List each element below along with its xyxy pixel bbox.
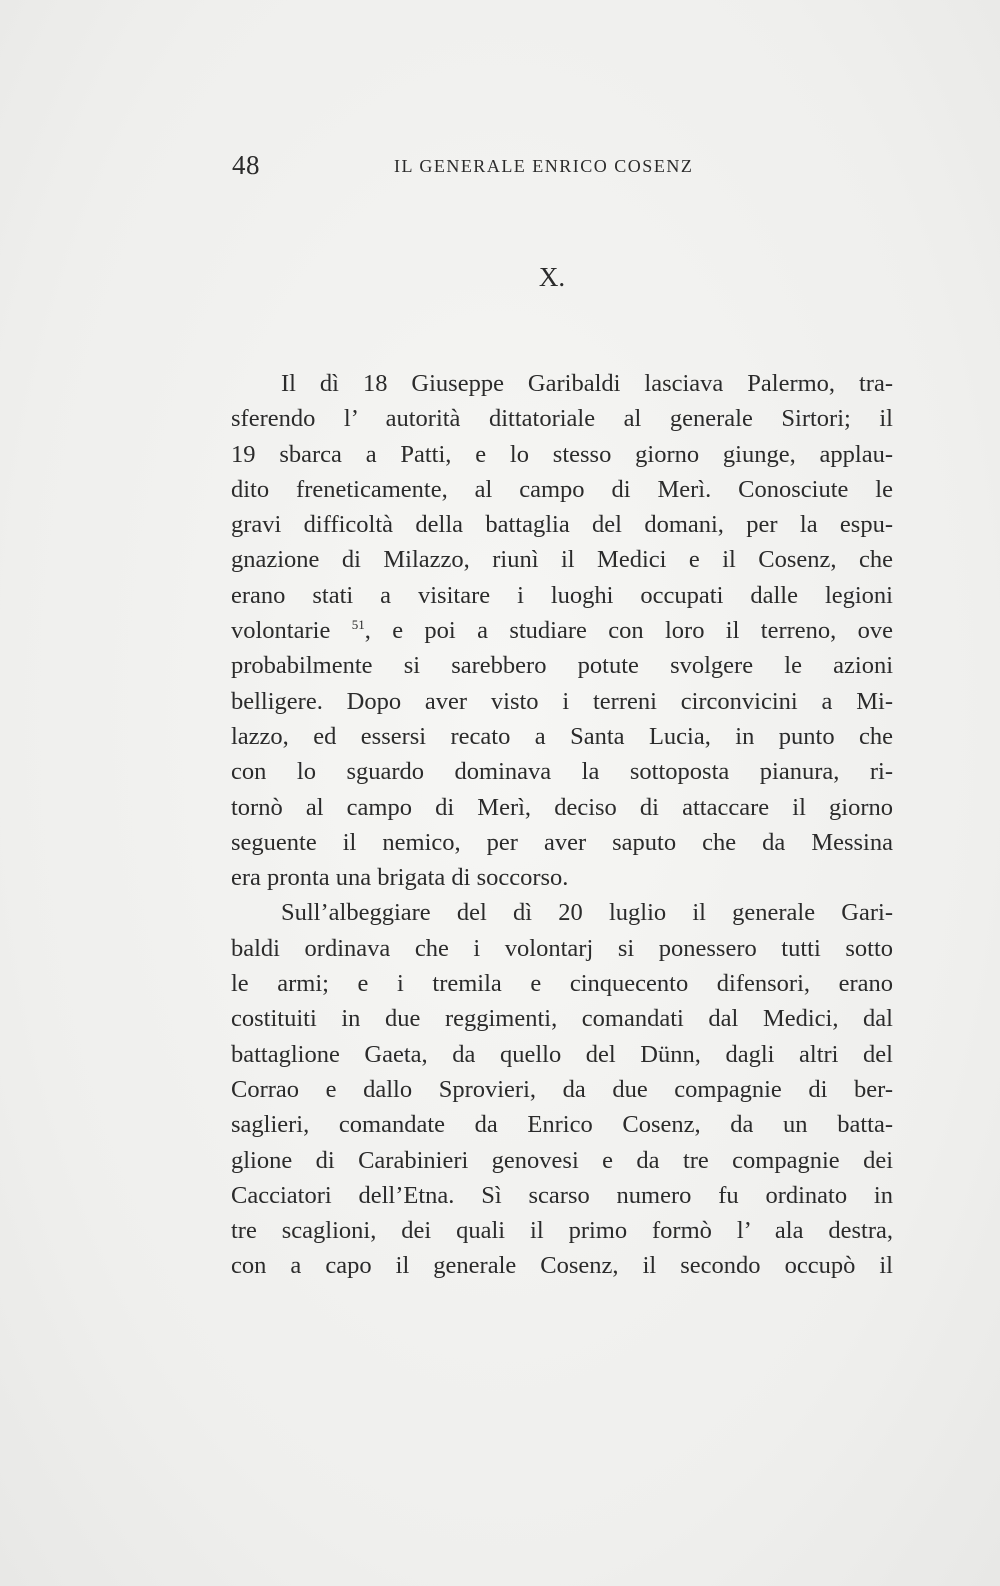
text-line: costituiti in due reggimenti, comandati dal Medici, dal — [231, 1005, 893, 1033]
footnote-reference[interactable]: 51 — [351, 617, 365, 633]
text-line: era pronta una brigata di soccorso. — [231, 864, 569, 892]
text-line: belligere. Dopo aver visto i terreni circonvicini a Mi- — [231, 687, 893, 715]
text-line: 19 sbarca a Patti, e lo stesso giorno giunge, applau- — [231, 440, 893, 468]
text-line: gravi difficoltà della battaglia del domani, per la espu- — [231, 511, 893, 539]
text-line: con lo sguardo dominava la sottoposta pianura, ri- — [231, 758, 893, 786]
text-line: erano stati a visitare i luoghi occupati dalle legioni — [231, 581, 893, 609]
text-fragment: volontarie — [231, 617, 331, 645]
text-line-with-footnote — [231, 613, 893, 648]
text-line: battaglione Gaeta, da quello del Dünn, dagli altri del — [231, 1040, 893, 1068]
text-line: con a capo il generale Cosenz, il secondo occupò il — [231, 1252, 893, 1280]
text-line: tre scaglioni, dei quali il primo formò l’ ala destra, — [231, 1217, 893, 1245]
text-line: glione di Carabinieri genovesi e da tre compagnie dei — [231, 1146, 893, 1174]
text-line: dito freneticamente, al campo di Merì. Conosciute le — [231, 475, 893, 503]
text-line: saglieri, comandate da Enrico Cosenz, da un batta- — [231, 1111, 893, 1139]
text-line: le armi; e i tremila e cinquecento difensori, erano — [231, 970, 893, 998]
text-line: Il dì 18 Giuseppe Garibaldi lasciava Palermo, tra- — [281, 370, 893, 397]
text-line: seguente il nemico, per aver saputo che da Messina — [231, 828, 893, 856]
paragraph — [231, 895, 893, 1283]
text-line: Cacciatori dell’Etna. Sì scarso numero fu ordinato in — [231, 1181, 893, 1209]
body-text — [231, 366, 893, 1284]
page-header — [232, 150, 892, 190]
text-line: gnazione di Milazzo, riunì il Medici e il Cosenz, che — [231, 546, 893, 574]
text-line: Corrao e dallo Sprovieri, da due compagnie di ber- — [231, 1075, 893, 1103]
text-line: sferendo l’ autorità dittatoriale al generale Sirtori; il — [231, 405, 893, 433]
text-line: baldi ordinava che i volontarj si ponessero tutti sotto — [231, 934, 893, 962]
paragraph — [231, 366, 893, 895]
text-line: probabilmente si sarebbero potute svolgere le azioni — [231, 652, 893, 680]
text-fragment: , e poi a studiare con loro il terreno, ove — [364, 617, 894, 645]
page-number: 48 — [232, 150, 260, 180]
text-line: Sull’albeggiare del dì 20 luglio il generale Gari- — [281, 899, 893, 927]
running-title: IL GENERALE ENRICO COSENZ — [394, 156, 694, 176]
chapter-heading: X. — [538, 262, 566, 292]
text-line: lazzo, ed essersi recato a Santa Lucia, in punto che — [231, 722, 893, 750]
text-line: tornò al campo di Merì, deciso di attaccare il giorno — [231, 793, 893, 821]
